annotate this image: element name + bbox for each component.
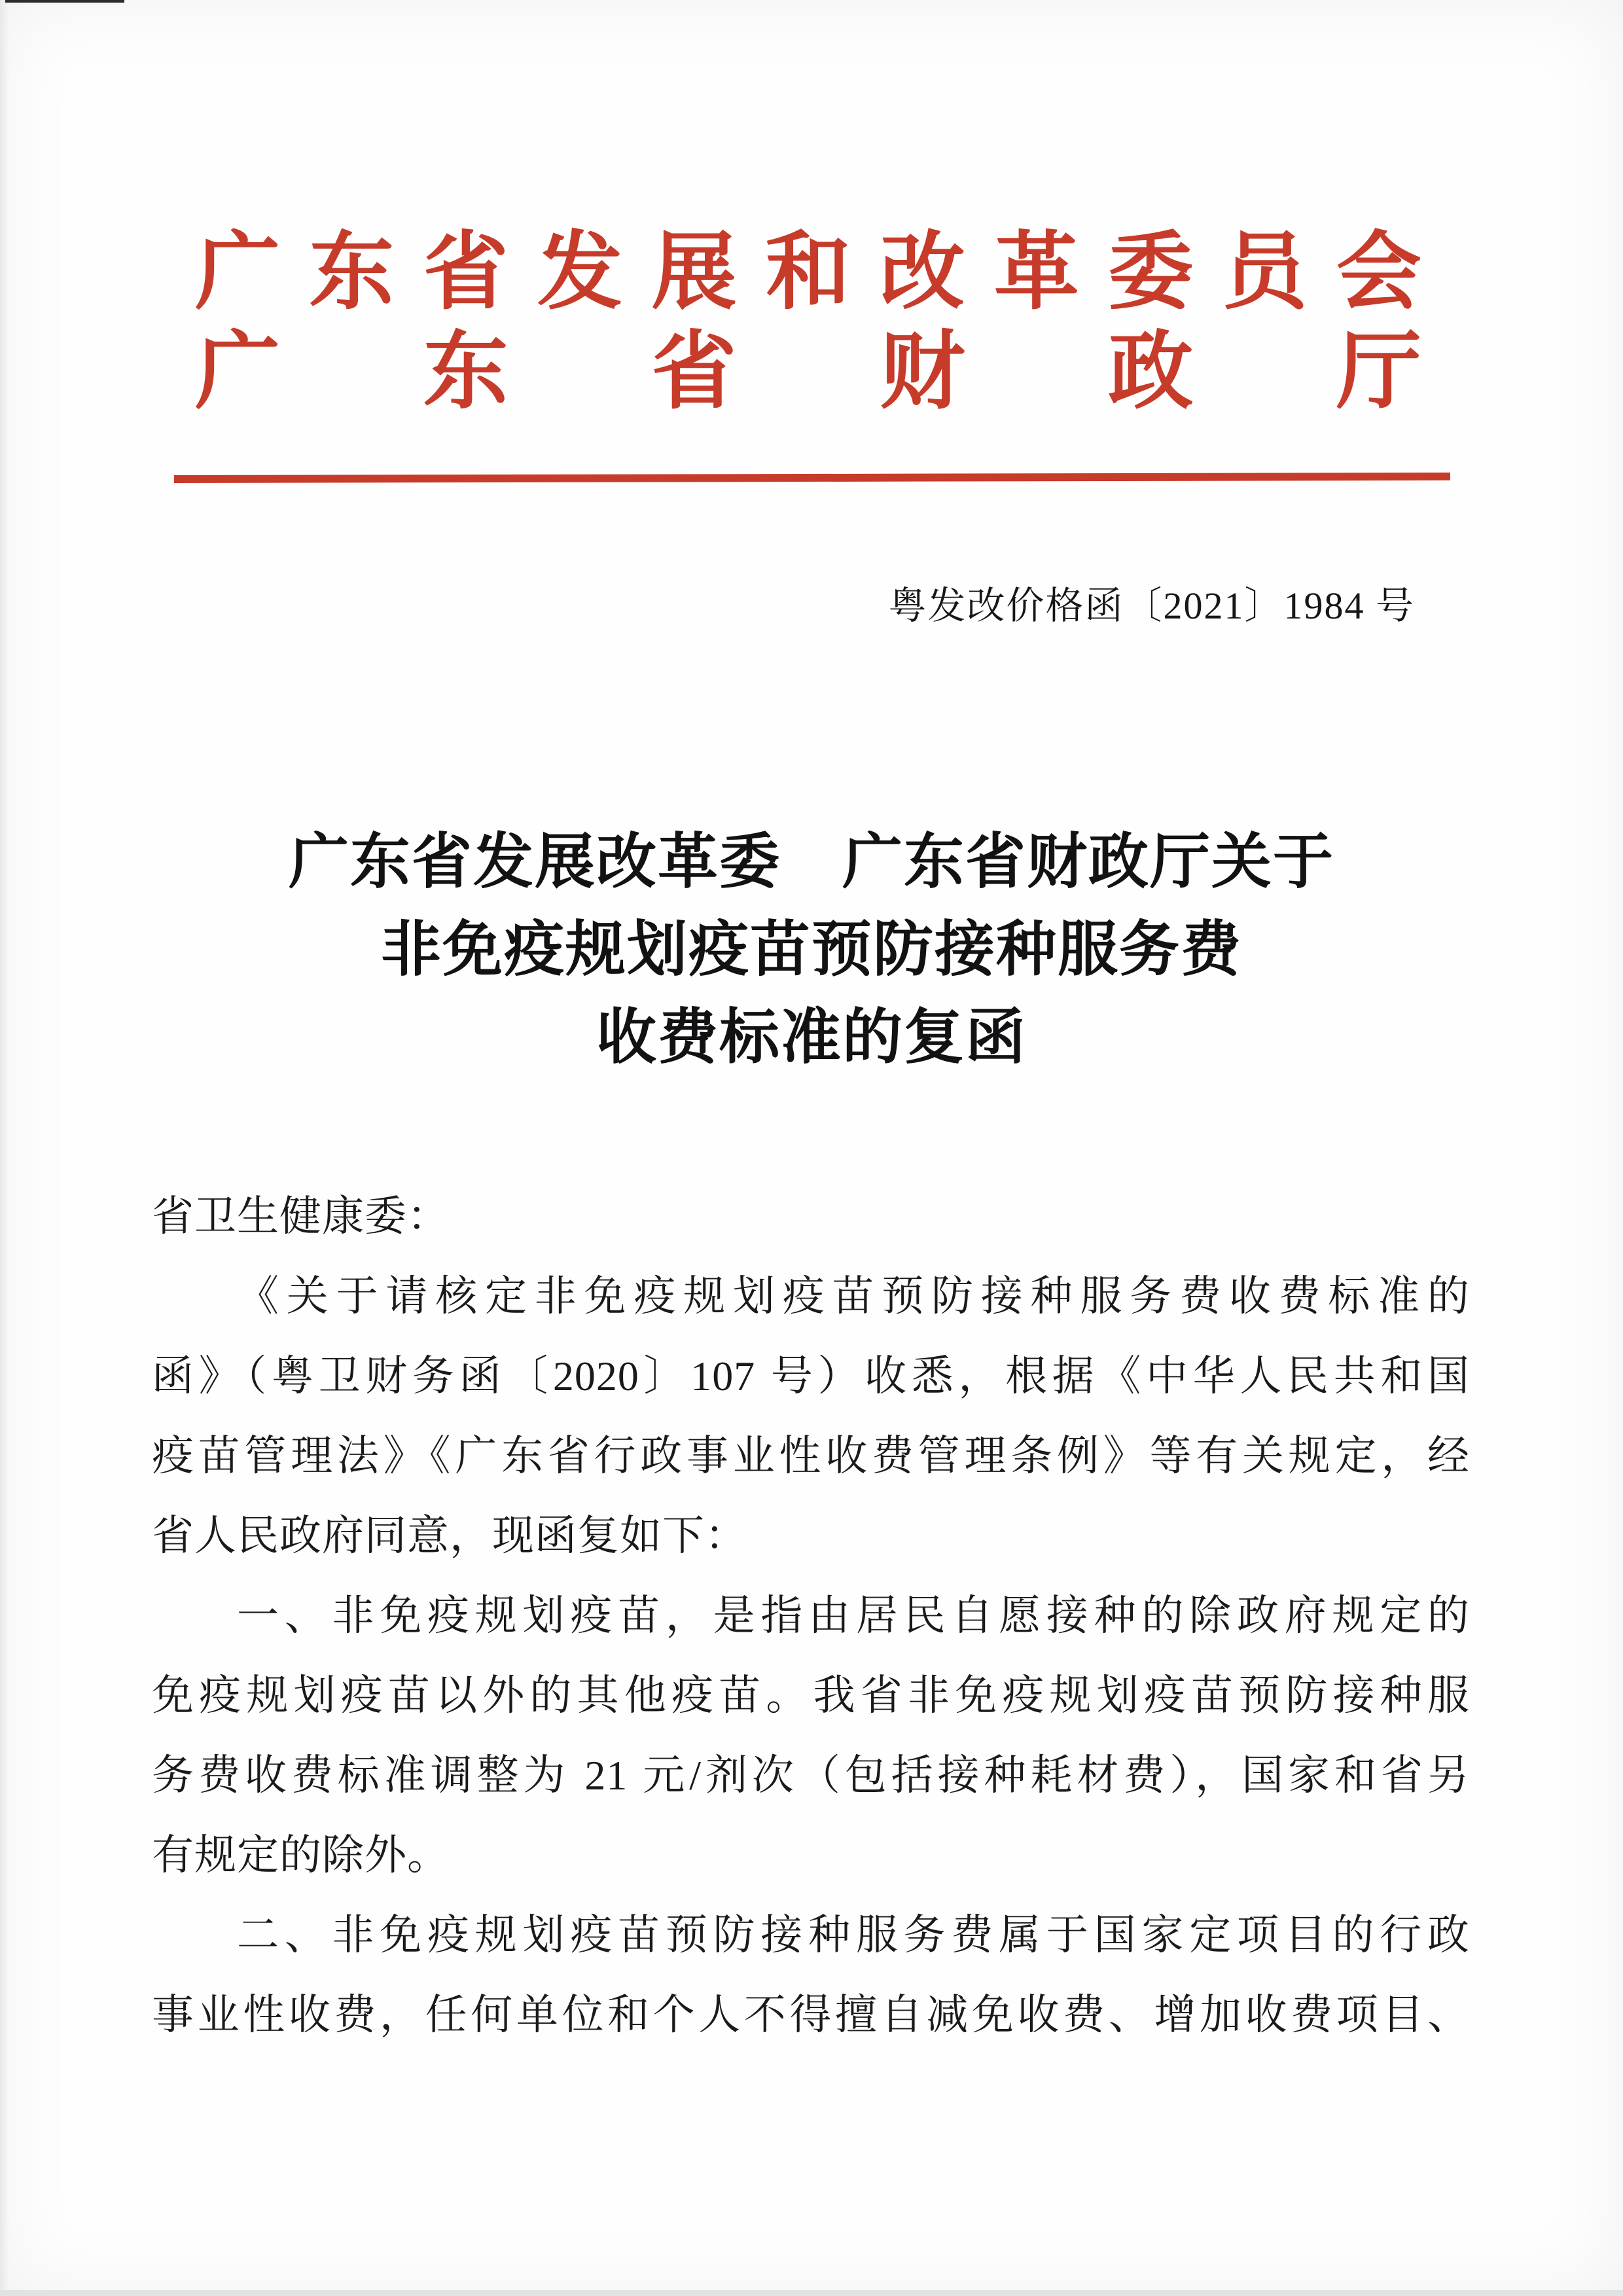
scan-edge-left	[0, 0, 9, 2296]
agency-char: 省	[423, 226, 508, 320]
document-title-line1: 广东省发展改革委 广东省财政厅关于	[288, 829, 1334, 895]
agency-char: 改	[880, 226, 965, 320]
red-divider-line	[174, 473, 1450, 483]
agency-char: 省	[651, 325, 737, 420]
body-line: 《关于请核定非免疫规划疫苗预防接种服务费收费标准的	[237, 1273, 1470, 1319]
agency-char: 厅	[1336, 325, 1421, 420]
document-title-line2: 非免疫规划疫苗预防接种服务费	[380, 916, 1242, 983]
scan-artifact-top	[5, 0, 124, 3]
body-line: 一、非免疫规划疫苗，是指由居民自愿接种的除政府规定的	[237, 1592, 1470, 1639]
body-line: 省卫生健康委：	[152, 1193, 450, 1240]
agency-char: 广	[195, 325, 281, 420]
body-line: 务费收费标准调整为 21 元/剂次（包括接种耗材费），国家和省另	[152, 1752, 1470, 1799]
agency-name-line2	[195, 325, 1421, 420]
body-line: 有规定的除外。	[152, 1832, 450, 1878]
agency-char: 东	[423, 325, 508, 420]
body-line: 函》（粤卫财务函〔2020〕107 号）收悉，根据《中华人民共和国	[152, 1353, 1470, 1399]
agency-char: 政	[1108, 325, 1194, 420]
body-lines	[152, 1177, 1470, 2055]
document-title	[0, 818, 1623, 1081]
body-line: 免疫规划疫苗以外的其他疫苗。我省非免疫规划疫苗预防接种服	[152, 1672, 1470, 1719]
agency-char: 广	[195, 226, 281, 320]
body-line: 省人民政府同意，现函复如下：	[152, 1513, 747, 1559]
body-line: 事业性收费，任何单位和个人不得擅自减免收费、增加收费项目、	[152, 1992, 1470, 2038]
agency-char: 革	[993, 226, 1079, 320]
agency-name-line1	[195, 226, 1421, 320]
document-body	[152, 1177, 1470, 2055]
scan-edge-bottom	[0, 2290, 1623, 2296]
letterhead	[195, 226, 1421, 420]
agency-char: 会	[1336, 226, 1421, 320]
agency-char: 东	[309, 226, 395, 320]
document-title-line3: 收费标准的复函	[596, 1004, 1027, 1071]
agency-char: 委	[1108, 226, 1194, 320]
agency-char: 和	[765, 226, 851, 320]
agency-char: 发	[537, 226, 623, 320]
body-line: 疫苗管理法》《广东省行政事业性收费管理条例》等有关规定，经	[152, 1433, 1470, 1479]
document-number: 粤发改价格函〔2021〕1984 号	[888, 584, 1415, 627]
agency-char: 展	[651, 226, 737, 320]
body-line: 二、非免疫规划疫苗预防接种服务费属于国家定项目的行政	[237, 1912, 1470, 1958]
agency-char: 财	[880, 325, 965, 420]
agency-char: 员	[1222, 226, 1308, 320]
